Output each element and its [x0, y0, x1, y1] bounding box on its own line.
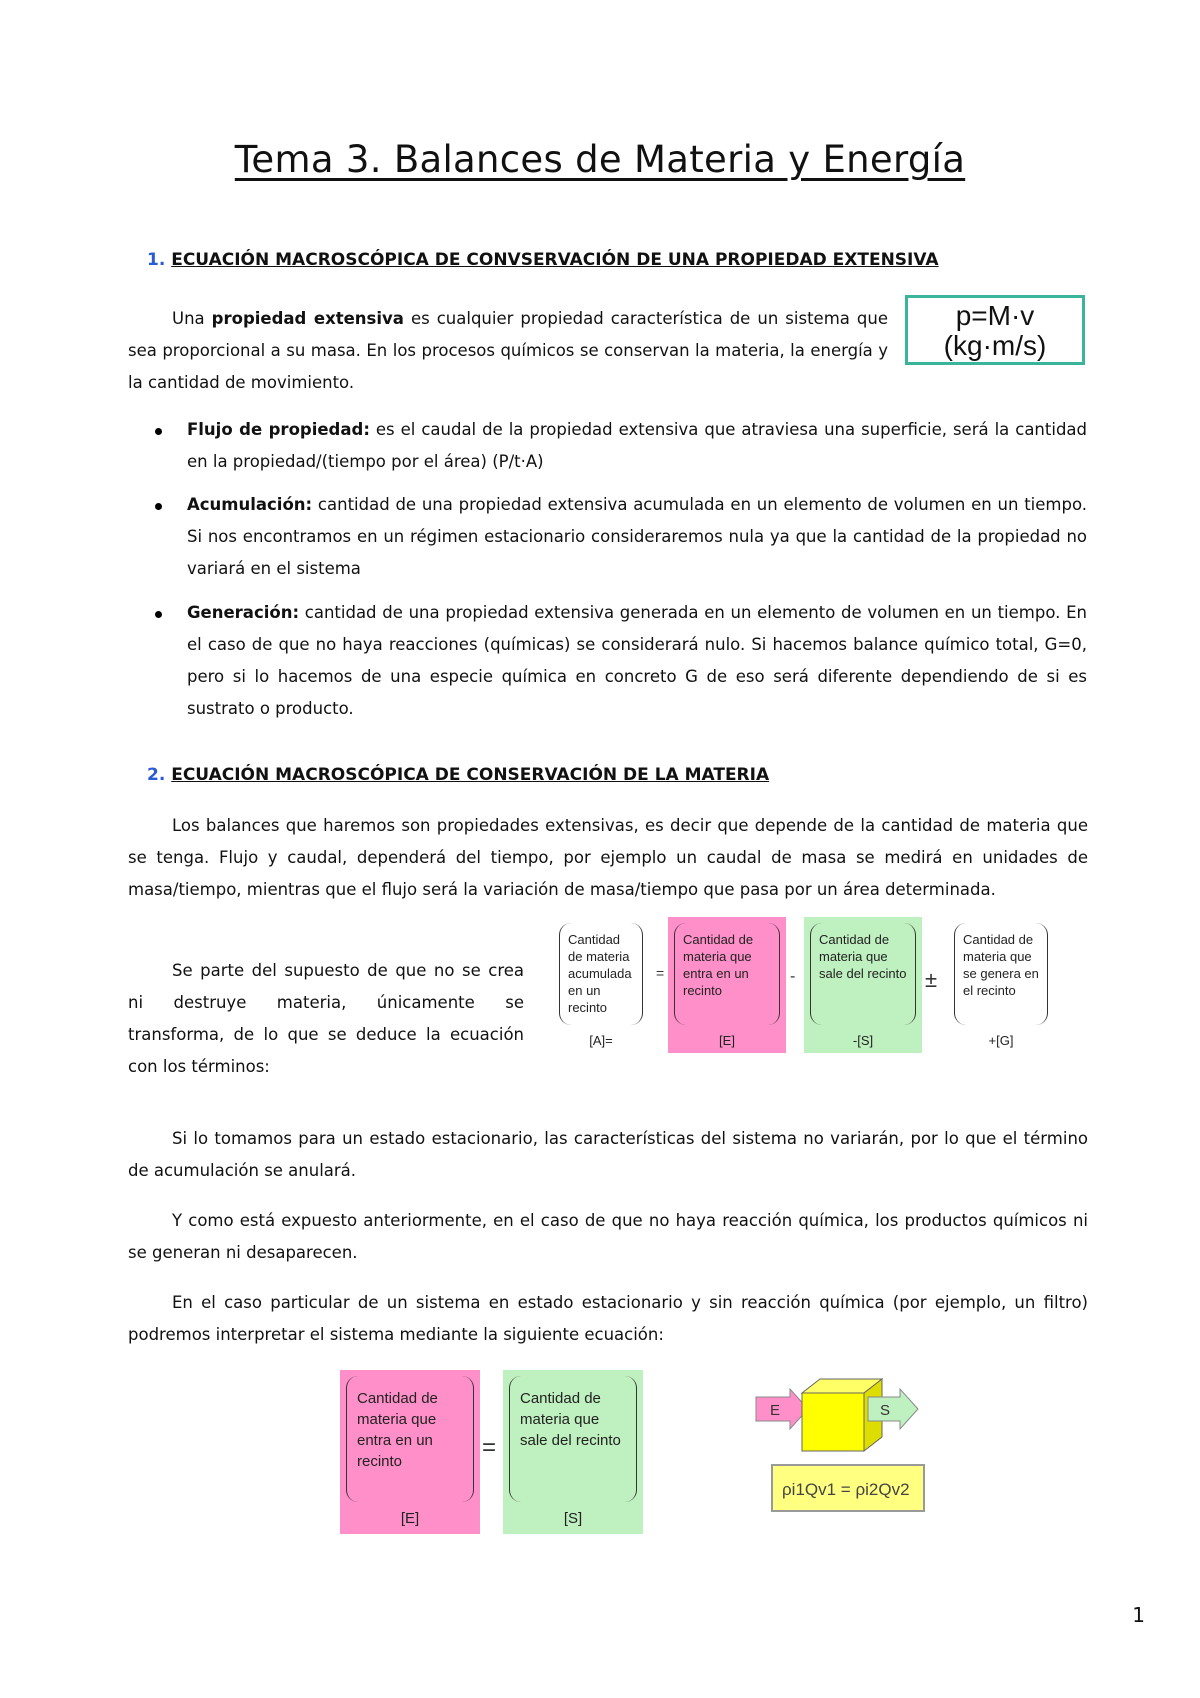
bullet-acumulacion-text: cantidad de una propiedad extensiva acumulada en un elemento de volumen en un tiempo. Si nos encontramos en un régimen estacionario consideraremos nula ya que la cantidad de la propiedad no variará en el sistema	[187, 495, 1087, 578]
term-generated	[948, 917, 1054, 1053]
bullet-acumulacion-term: Acumulación:	[187, 495, 313, 514]
bullet-generacion-term: Generación:	[187, 603, 300, 622]
section-2-para-2	[128, 955, 524, 1083]
section-2-para-5-text: En el caso particular de un sistema en estado estacionario y sin reacción química (por ejemplo, un filtro) podremos interpretar el sistema mediante la siguiente ecuación:	[128, 1293, 1088, 1344]
equals-operator: =	[482, 1434, 497, 1461]
bullet-flujo	[187, 414, 1087, 478]
section-2-para-1	[128, 810, 1088, 906]
section-2-para-3-text: Si lo tomamos para un estado estacionario, las características del sistema no variarán, por lo que el término de acumulación se anulará.	[128, 1129, 1088, 1180]
section-2-title: ECUACIÓN MACROSCÓPICA DE CONSERVACIÓN DE LA MATERIA	[171, 765, 770, 785]
input-arrow-icon	[756, 1389, 808, 1429]
section-2-heading	[147, 765, 769, 785]
section-2-para-4-text: Y como está expuesto anteriormente, en el caso de que no haya reacción química, los productos químicos ni se generan ni desaparecen.	[128, 1211, 1088, 1262]
term2-enters-label: [E]	[400, 1510, 420, 1527]
page-number: 1	[1132, 1603, 1145, 1627]
continuity-formula: ρi1Qv1 = ρi2Qv2	[782, 1480, 910, 1499]
bullet-generacion-text: cantidad de una propiedad extensiva generada en un elemento de volumen en un tiempo. En el caso de que no haya reacciones (químicas) se considerará nulo. Si hacemos balance químico total, G=0, pero si lo hacemos de una especie química en concreto G de eso será diferente dependiendo de si es sustrato o producto.	[187, 603, 1087, 718]
plus-minus-operator: ±	[925, 967, 938, 992]
bullet-flujo-term: Flujo de propiedad:	[187, 420, 370, 439]
section-2-para-1-text: Los balances que haremos son propiedades extensivas, es decir que depende de la cantidad de materia que se tenga. Flujo y caudal, dependerá del tiempo, por ejemplo un caudal de masa se medirá en unidades de masa/tiempo, mientras que el flujo será la variación de masa/tiempo que pasa por un área determinada.	[128, 816, 1088, 899]
input-arrow-label: E	[770, 1402, 781, 1419]
equals-operator: =	[656, 965, 665, 981]
filter-flow-diagram	[750, 1375, 930, 1535]
page-title: Tema 3. Balances de Materia y Energía	[234, 138, 966, 181]
section-2-para-3	[128, 1123, 1088, 1187]
term-enters-label: [E]	[719, 1033, 735, 1048]
term2-enters-text: Cantidad de materia que entra en un recinto	[346, 1376, 474, 1502]
bullet-dot-icon	[155, 428, 162, 435]
intro-bold: propiedad extensiva	[211, 309, 404, 328]
term-accumulated-label: [A]=	[589, 1033, 613, 1048]
term-exits	[804, 917, 922, 1053]
section-1-title: ECUACIÓN MACROSCÓPICA DE CONVSERVACIÓN DE UNA PROPIEDAD EXTENSIVA	[171, 250, 939, 270]
term2-exits-text: Cantidad de materia que sale del recinto	[509, 1376, 637, 1502]
bullet-flujo-text: es el caudal de la propiedad extensiva que atraviesa una superficie, será la cantidad en la propiedad/(tiempo por el área) (P/t·A)	[187, 420, 1087, 471]
bullet-acumulacion	[187, 489, 1087, 585]
term-accumulated	[553, 917, 649, 1053]
formula-line-2: (kg·m/s)	[943, 330, 1047, 361]
term-accumulated-text: Cantidad de materia acumulada en un recinto	[559, 923, 643, 1025]
output-arrow-label: S	[880, 1402, 891, 1419]
term2-enters	[340, 1370, 480, 1534]
term-exits-label: -[S]	[852, 1033, 874, 1048]
section-2-para-4	[128, 1205, 1088, 1269]
section-2-number: 2.	[147, 765, 166, 785]
term-exits-text: Cantidad de materia que sale del recinto	[810, 923, 916, 1025]
section-1-intro	[128, 303, 888, 399]
term-generated-label: +[G]	[988, 1033, 1014, 1048]
bullet-dot-icon	[155, 611, 162, 618]
formula-line-1: p=M·v	[955, 300, 1035, 331]
intro-post: es cualquier propiedad característica de un sistema que sea proporcional a su masa. En los procesos químicos se conservan la materia, la energía y la cantidad de movimiento.	[128, 309, 888, 392]
bullet-dot-icon	[155, 503, 162, 510]
section-2-para-5	[128, 1287, 1088, 1351]
minus-operator: -	[790, 968, 796, 985]
term2-exits	[503, 1370, 643, 1534]
bullet-generacion	[187, 597, 1087, 725]
section-2-para-2-text: Se parte del supuesto de que no se crea ni destruye materia, únicamente se transforma, de lo que se deduce la ecuación con los términos:	[128, 961, 524, 1076]
term-enters	[668, 917, 786, 1053]
term-enters-text: Cantidad de materia que entra en un recinto	[674, 923, 780, 1025]
term-generated-text: Cantidad de materia que se genera en el recinto	[954, 923, 1048, 1025]
term2-exits-label: [S]	[563, 1510, 583, 1527]
intro-pre: Una	[172, 309, 212, 328]
section-1-heading	[147, 250, 939, 270]
section-1-number: 1.	[147, 250, 166, 270]
momentum-formula-box	[905, 295, 1085, 365]
